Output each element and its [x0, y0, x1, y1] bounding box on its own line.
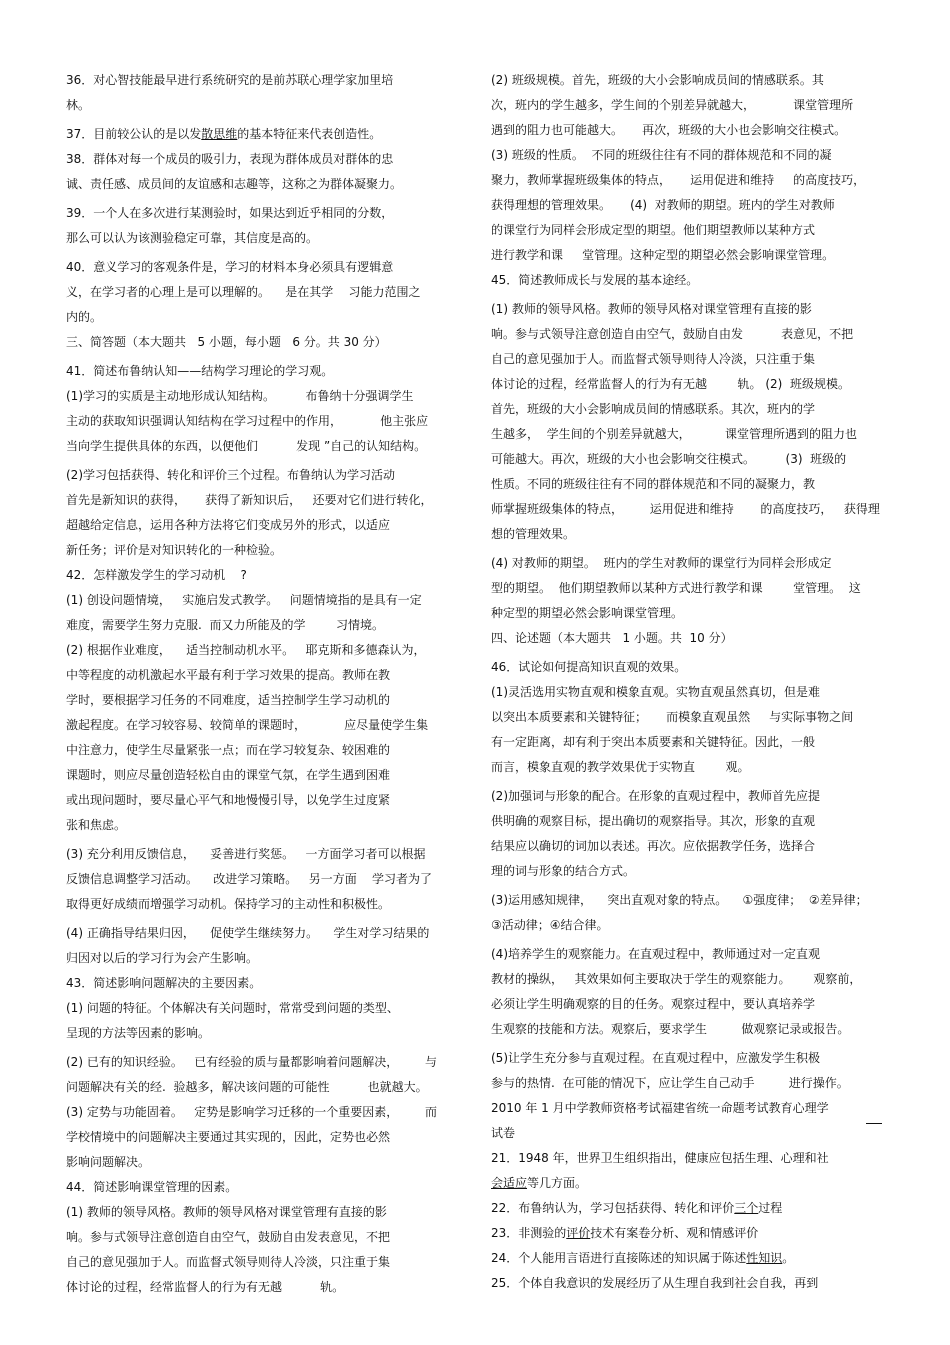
text-line: 24．个人能用言语进行直接陈述的知识属于陈述性知识。	[491, 1251, 795, 1265]
text-line: 或出现问题时，要尽量心平气和地慢慢引导，以免学生过度紧	[66, 793, 391, 807]
text-line: 必须让学生明确观察的目的任务。观察过程中，要认真培养学	[491, 997, 816, 1011]
text-line: 41．简述布鲁纳认知——结构学习理论的学习观。	[66, 364, 334, 378]
text-line: 响。参与式领导注意创造自由空气，鼓励自由发 表意见，不把	[491, 327, 854, 341]
text-line: 主动的获取知识强调认知结构在学习过程中的作用， 他主张应	[66, 414, 429, 428]
underlined-answer: 会适应	[491, 1176, 528, 1190]
text-line: 激起程度。在学习较容易、较简单的课题时， 应尽量使学生集	[66, 718, 429, 732]
text-line: 首先，班级的大小会影响成员间的情感联系。其次，班内的学	[491, 402, 816, 416]
text-line: 会适应等几方面。	[491, 1176, 588, 1190]
text-line: 三、简答题（本大题共 5 小题，每小题 6 分。共 30 分）	[66, 335, 387, 349]
text-line: (1)灵活选用实物直观和模象直观。实物直观虽然真切，但是难	[491, 685, 821, 699]
text-line: 新任务；评价是对知识转化的一种检验。	[66, 543, 283, 557]
text-line: 自己的意见强加于人。而监督式领导则待人冷淡，只注重于集	[491, 352, 816, 366]
text-line: (1) 创设问题情境， 实施启发式教学。 问题情境指的是具有一定	[66, 593, 422, 607]
text-line: 内的。	[66, 310, 103, 324]
text-line: 以突出本质要素和关键特征； 而模象直观虽然 与实际事物之间	[491, 710, 854, 724]
text-line: 46．试论如何提高知识直观的效果。	[491, 660, 687, 674]
text-line: 36．对心智技能最早进行系统研究的是前苏联心理学家加里培	[66, 73, 394, 87]
text-line: 45．简述教师成长与发展的基本途经。	[491, 273, 699, 287]
text-line: 超越给定信息，运用各种方法将它们变成另外的形式，以适应	[66, 518, 391, 532]
text-line: (2) 班级规模。首先，班级的大小会影响成员间的情感联系。其	[491, 73, 824, 87]
text-line: (5)让学生充分参与直观过程。在直观过程中，应激发学生积极	[491, 1051, 821, 1065]
underlined-answer: 评价	[566, 1226, 591, 1240]
right-column	[491, 68, 889, 1296]
text-line: 首先是新知识的获得， 获得了新知识后， 还要对它们进行转化，	[66, 493, 433, 507]
text-line: 40．意义学习的客观条件是，学习的材料本身必须具有逻辑意	[66, 260, 394, 274]
text-line: 体讨论的过程，经常监督人的行为有无越 轨。 (2) 班级规模。	[491, 377, 850, 391]
text-line: 课题时，则应尽量创造轻松自由的课堂气氛，在学生遇到困难	[66, 768, 391, 782]
text-line: 聚力，教师掌握班级集体的特点， 运用促进和维持 的高度技巧，	[491, 173, 866, 187]
text-line: 四、论述题（本大题共 1 小题。共 10 分）	[491, 631, 733, 645]
text-line: 25．个体自我意识的发展经历了从生理自我到社会自我，再到	[491, 1276, 819, 1290]
text-line: 林。	[66, 98, 91, 112]
text-line: 42．怎样激发学生的学习动机 ?	[66, 568, 247, 582]
text-line: 获得理想的管理效果。 (4) 对教师的期望。班内的学生对教师	[491, 198, 835, 212]
text-line: 生观察的技能和方法。观察后，要求学生 做观察记录或报告。	[491, 1022, 850, 1036]
text-line: 那么可以认为该测验稳定可靠，其信度是高的。	[66, 231, 319, 245]
text-line: 44．简述影响课堂管理的因素。	[66, 1180, 238, 1194]
text-line: 39．一个人在多次进行某测验时，如果达到近乎相同的分数，	[66, 206, 394, 220]
text-line: 供明确的观察目标，提出确切的观察指导。其次，形象的直观	[491, 814, 816, 828]
left-column	[66, 68, 460, 1300]
text-line: 结果应以确切的词加以表述。再次。应依据教学任务，选择合	[491, 839, 816, 853]
text-line: 想的管理效果。	[491, 527, 576, 541]
text-line: 学校情境中的问题解决主要通过其实现的，因此，定势也必然	[66, 1130, 391, 1144]
text-line: 的课堂行为同样会形成定型的期望。他们期望教师以某种方式	[491, 223, 816, 237]
text-line: 问题解决有关的经. 验越多，解决该问题的可能性 也就越大。	[66, 1080, 428, 1094]
text-line: (3)运用感知规律， 突出直观对象的特点。 ①强度律； ②差异律；	[491, 893, 868, 907]
text-line: 性质。不同的班级往往有不同的群体规范和不同的凝聚力，教	[491, 477, 816, 491]
text-line: 种定型的期望必然会影响课堂管理。	[491, 606, 684, 620]
text-line: (2)加强词与形象的配合。在形象的直观过程中，教师首先应提	[491, 789, 821, 803]
text-line: 中注意力，使学生尽量紧张一点；而在学习较复杂、较困难的	[66, 743, 391, 757]
text-line: 有一定距离，却有利于突出本质要素和关键特征。因此，一般	[491, 735, 816, 749]
text-line: 当向学生提供具体的东西，以便他们 发现 ”自己的认知结构。	[66, 439, 427, 453]
text-line: 学时，要根据学习任务的不同难度，适当控制学生学习动机的	[66, 693, 391, 707]
text-line: 呈现的方法等因素的影响。	[66, 1026, 211, 1040]
text-line: ③活动律；④结合律。	[491, 918, 609, 932]
fill-in-blank-line	[866, 1123, 882, 1124]
text-line: (4) 对教师的期望。 班内的学生对教师的课堂行为同样会形成定	[491, 556, 832, 570]
text-line: 型的期望。 他们期望教师以某种方式进行教学和课 堂管理。 这	[491, 581, 861, 595]
text-line: 37．目前较公认的是以发散思维的基本特征来代表创造性。	[66, 127, 382, 141]
text-line: 响。参与式领导注意创造自由空气，鼓励自由发表意见，不把	[66, 1230, 391, 1244]
text-line: 难度，需要学生努力克服. 而又力所能及的学 习情境。	[66, 618, 384, 632]
text-line: (4)培养学生的观察能力。在直观过程中，教师通过对一定直观	[491, 947, 821, 961]
text-line: 师掌握班级集体的特点， 运用促进和维持 的高度技巧， 获得理	[491, 502, 880, 516]
text-line: 23．非测验的评价技术有案卷分析、观和情感评价	[491, 1226, 759, 1240]
text-line: 而言，模象直观的教学效果优于实物直 观。	[491, 760, 750, 774]
text-line: 试卷	[491, 1126, 516, 1140]
text-line: 参与的热情. 在可能的情况下，应让学生自己动手 进行操作。	[491, 1076, 849, 1090]
text-line: (4) 正确指导结果归因， 促使学生继续努力。 学生对学习结果的	[66, 926, 430, 940]
text-line: 生越多， 学生间的个别差异就越大， 课堂管理所遇到的阻力也	[491, 427, 857, 441]
text-line: 进行教学和课 堂管理。这种定型的期望必然会影响课堂管理。	[491, 248, 835, 262]
text-line: 次，班内的学生越多，学生间的个别差异就越大， 课堂管理所	[491, 98, 854, 112]
text-line: 遇到的阻力也可能越大。 再次，班级的大小也会影响交往模式。	[491, 123, 847, 137]
text-line: (1) 问题的特征。个体解决有关问题时，常常受到问题的类型、	[66, 1001, 399, 1015]
text-line: 2010 年 1 月中学教师资格考试福建省统一命题考试教育心理学	[491, 1101, 829, 1115]
text-line: 自己的意见强加于人。而监督式领导则待人冷淡，只注重于集	[66, 1255, 391, 1269]
text-line: (2)学习包括获得、转化和评价三个过程。布鲁纳认为学习活动	[66, 468, 396, 482]
text-line: 22．布鲁纳认为，学习包括获得、转化和评价三个过程	[491, 1201, 783, 1215]
text-line: 可能越大。再次，班级的大小也会影响交往模式。 (3) 班级的	[491, 452, 847, 466]
underlined-answer: 散思维	[201, 127, 238, 141]
underlined-answer: 三个	[734, 1201, 759, 1215]
text-line: 38．群体对每一个成员的吸引力，表现为群体成员对群体的忠	[66, 152, 394, 166]
text-line: 教材的操纵， 其效果如何主要取决于学生的观察能力。 观察前，	[491, 972, 862, 986]
text-line: 反馈信息调整学习活动。 改进学习策略。 另一方面 学习者为了	[66, 872, 432, 886]
text-line: (2) 已有的知识经验。 已有经验的质与量都影响着问题解决， 与	[66, 1055, 437, 1069]
text-line: 理的词与形象的结合方式。	[491, 864, 636, 878]
text-line: 体讨论的过程，经常监督人的行为有无越 轨。	[66, 1280, 345, 1294]
text-line: 43．简述影响问题解决的主要因素。	[66, 976, 262, 990]
text-line: 中等程度的动机激起水平最有利于学习效果的提高。教师在教	[66, 668, 391, 682]
text-line: (1) 教师的领导风格。教师的领导风格对课堂管理有直接的影	[491, 302, 812, 316]
text-line: 义，在学习者的心理上是可以理解的。 是在其学 习能力范围之	[66, 285, 421, 299]
text-line: 归因对以后的学习行为会产生影响。	[66, 951, 259, 965]
text-line: (3) 充分利用反馈信息， 妥善进行奖惩。 一方面学习者可以根据	[66, 847, 426, 861]
underlined-answer: 性知识	[746, 1251, 783, 1265]
text-line: (1)学习的实质是主动地形成认知结构。 布鲁纳十分强调学生	[66, 389, 414, 403]
text-line: 张和焦虑。	[66, 818, 127, 832]
text-line: 影响问题解决。	[66, 1155, 151, 1169]
text-line: (2) 根据作业难度， 适当控制动机水平。 耶克斯和多德森认为，	[66, 643, 426, 657]
text-line: (3) 班级的性质。 不同的班级往往有不同的群体规范和不同的凝	[491, 148, 832, 162]
text-line: 21．1948 年，世界卫生组织指出，健康应包括生理、心理和社	[491, 1151, 829, 1165]
text-line: (1) 教师的领导风格。教师的领导风格对课堂管理有直接的影	[66, 1205, 387, 1219]
text-line: 诚、责任感、成员间的友谊感和志趣等，这称之为群体凝聚力。	[66, 177, 403, 191]
text-line: (3) 定势与功能固着。 定势是影响学习迁移的一个重要因素， 而	[66, 1105, 437, 1119]
text-line: 取得更好成绩而增强学习动机。保持学习的主动性和积极性。	[66, 897, 391, 911]
